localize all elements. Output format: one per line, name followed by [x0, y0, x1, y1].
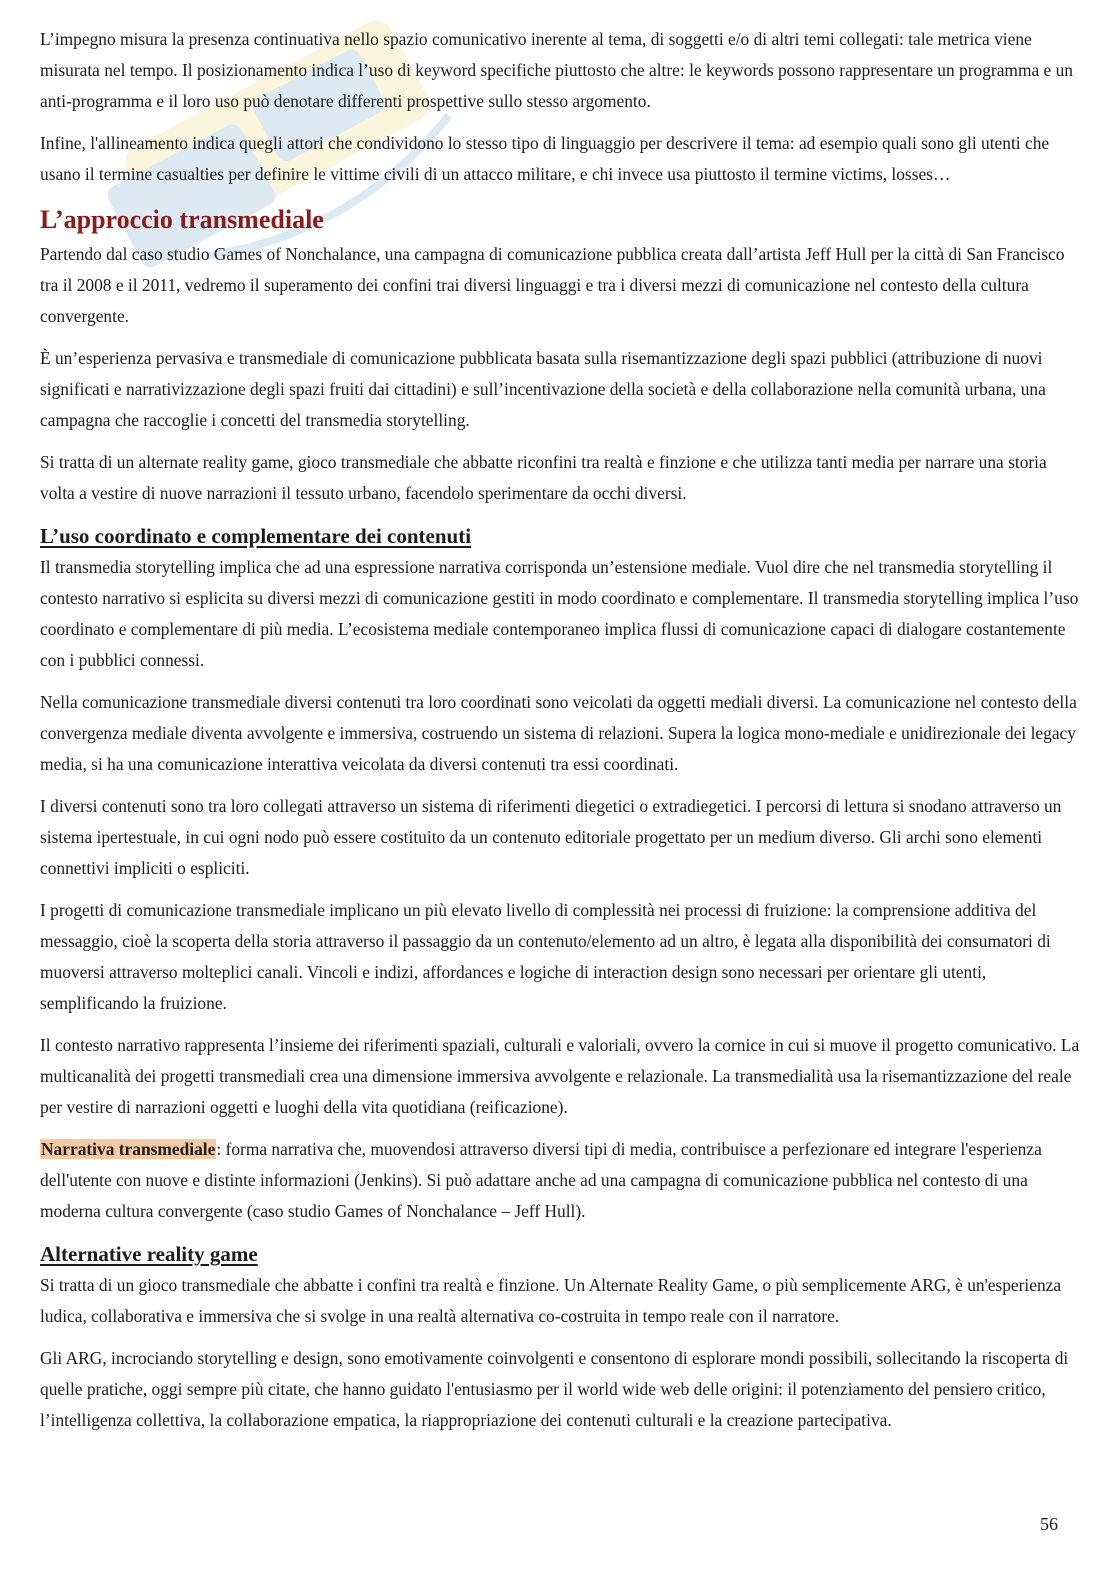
paragraph: Nella comunicazione transmediale diversi contenuti tra loro coordinati sono veicolati da oggetti mediali diversi. La comunicazione nel contesto della convergenza mediale diventa avvolgente e immersiva, costruendo un sistema di relazioni. Supera la logica mono-mediale e unidirezionale dei legacy media, si ha una comunicazione interattiva veicolata da diversi contenuti tra essi coordinati. [40, 692, 1077, 774]
paragraph: I diversi contenuti sono tra loro collegati attraverso un sistema di riferimenti diegetici o extradiegetici. I percorsi di lettura si snodano attraverso un sistema ipertestuale, in cui ogni nodo può essere costituito da un contenuto editoriale progettato per un medium diverso. Gli archi sono elementi connettivi impliciti o espliciti. [40, 796, 1062, 878]
paragraph: Partendo dal caso studio Games of Nonchalance, una campagna di comunicazione pubblica creata dall’artista Jeff Hull per la città di San Francisco tra il 2008 e il 2011, vedremo il superamento dei confini trai diversi linguaggi e tra i diversi mezzi di comunicazione nel contesto della cultura convergente. [40, 244, 1065, 326]
paragraph: È un’esperienza pervasiva e transmediale di comunicazione pubblicata basata sulla risemantizzazione degli spazi pubblici (attribuzione di nuovi significati e narrativizzazione degli spazi fruiti dai cittadini) e sull’incentivazione della società e della collaborazione nella comunità urbana, una campagna che raccoglie i concetti del transmedia storytelling. [40, 348, 1046, 430]
paragraph: Il transmedia storytelling implica che ad una espressione narrativa corrisponda un’estensione mediale. Vuol dire che nel transmedia storytelling il contesto narrativo si esplicita su diversi mezzi di comunicazione gestiti in modo coordinato e complementare. Il transmedia storytelling implica l’uso coordinato e complementare di più media. L’ecosistema mediale contemporaneo implica flussi di comunicazione capaci di dialogare costantemente con i pubblici connessi. [40, 557, 1079, 670]
paragraph-allineamento: Infine, l'allineamento indica quegli attori che condividono lo stesso tipo di linguaggio per descrivere il tema: ad esempio quali sono gli utenti che usano il termine casualties per definire le vittime civili di un attacco militare, e chi invece usa piuttosto il termine victims, losses… [40, 133, 1050, 184]
paragraph-impegno: L’impegno misura la presenza continuativa nello spazio comunicativo inerente al tema, di soggetti e/o di altri temi collegati: tale metrica viene misurata nel tempo. Il posizionamento indica l’uso di keyword specifiche piuttosto che altre: le keywords possono rappresentare un programma e un anti-programma e il loro uso può denotare differenti prospettive sullo stesso argomento. [40, 29, 1074, 111]
section-title-approccio-transmediale: L’approccio transmediale [40, 205, 324, 234]
subsection-title-alternative-reality-game: Alternative reality game [40, 1242, 258, 1266]
paragraph: Gli ARG, incrociando storytelling e design, sono emotivamente coinvolgenti e consentono di esplorare mondi possibili, sollecitando la riscoperta di quelle pratiche, oggi sempre più citate, che hanno guidato l'entusiasmo per il world wide web delle origini: il potenziamento del pensiero critico, l’intelligenza collettiva, la collaborazione empatica, la riappropriazione dei contenuti culturali e la creazione partecipativa. [40, 1348, 1069, 1430]
paragraph: I progetti di comunicazione transmediale implicano un più elevato livello di complessità nei processi di fruizione: la comprensione additiva del messaggio, cioè la scoperta della storia attraverso il passaggio da un contenuto/elemento ad un altro, è legata alla disponibilità dei consumatori di muoversi attraverso molteplici canali. Vincoli e indizi, affordances e logiche di interaction design sono necessari per orientare gli utenti, semplificando la fruizione. [40, 900, 1051, 1013]
page-number: 56 [1040, 1514, 1058, 1534]
definition-paragraph [40, 1134, 1080, 1227]
subsection-title-uso-coordinato: L’uso coordinato e complementare dei contenuti [40, 524, 472, 548]
paragraph: Il contesto narrativo rappresenta l’insieme dei riferimenti spaziali, culturali e valoriali, ovvero la cornice in cui si muove il progetto comunicativo. La multicanalità dei progetti transmediali crea una dimensione immersiva avvolgente e relazionale. La transmedialità usa la risemantizzazione del reale per vestire di narrazioni oggetti e luoghi della vita quotidiana (reificazione). [40, 1035, 1080, 1117]
paragraph: Si tratta di un alternate reality game, gioco transmediale che abbatte riconfini tra realtà e finzione e che utilizza tanti media per narrare una storia volta a vestire di nuove narrazioni il tessuto urbano, facendolo sperimentare da occhi diversi. [40, 452, 1047, 503]
highlighted-term: Narrativa transmediale [41, 1139, 216, 1159]
document-page [40, 24, 1080, 1447]
paragraph: Si tratta di un gioco transmediale che abbatte i confini tra realtà e finzione. Un Alternate Reality Game, o più semplicemente ARG, è un'esperienza ludica, collaborativa e immersiva che si svolge in una realtà alternativa co-costruita in tempo reale con il narratore. [40, 1275, 1062, 1326]
definition-text: : forma narrativa che, muovendosi attraverso diversi tipi di media, contribuisce a perfezionare ed integrare l'esperienza dell'utente con nuove e distinte informazioni (Jenkins). Si può adattare anche ad una campagna di comunicazione pubblica nel contesto di una moderna cultura convergente (caso studio Games of Nonchalance – Jeff Hull). [40, 1139, 1042, 1221]
